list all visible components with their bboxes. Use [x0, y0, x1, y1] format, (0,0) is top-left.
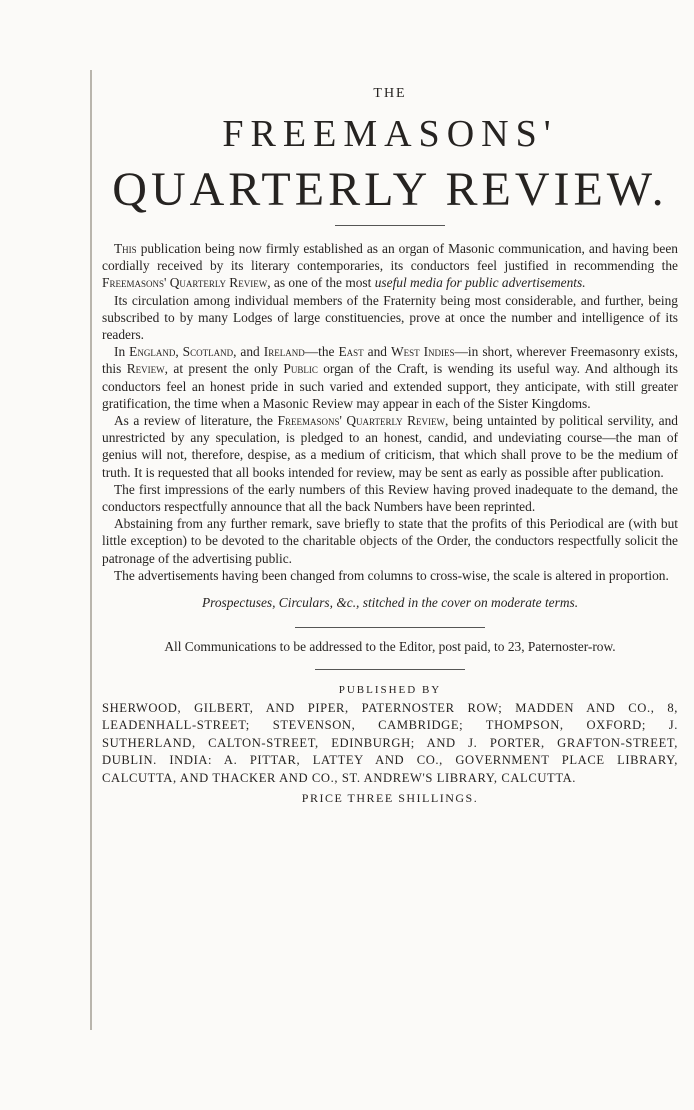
paragraph-1 — [102, 240, 678, 292]
p1-lead: This — [114, 241, 137, 256]
page-edge — [90, 70, 92, 1030]
paragraph-2: Its circulation among individual members of the Fraternity being most considerable, and further, being subscribed to by many Lodges of large constituencies, prove at once the number and intelligence of its readers. — [102, 292, 678, 343]
title-line-1: FREEMASONS' — [222, 113, 558, 155]
published-by-heading: PUBLISHED BY — [338, 684, 442, 697]
paragraph-3 — [102, 343, 678, 412]
p3-dash: —the — [304, 344, 335, 360]
rule-above-publishers — [315, 669, 465, 670]
p1-text: publication being now firmly established as an organ of Masonic communication, and having been cordially received by its literary contemporaries, its conductors feel justified in recommending the — [102, 241, 678, 274]
p3-text3: organ of the Craft, is wending its useful way. And although its conductors feel an honest pride in such varied and extended support, they anticipate, with still greater gratification, the time when a Masonic Review may appear in each of the Sister Kingdoms. — [102, 361, 678, 411]
p4-text1: As a review of literature, the — [114, 413, 273, 429]
paragraph-6: Abstaining from any further remark, save briefly to state that the profits of this Periodical are (with but little exception) to be devoted to the charitable objects of the Order, the conductors respectfully solicit the patronage of the advertising public. — [102, 516, 678, 566]
document-content — [102, 86, 678, 806]
prospectus-note: Prospectuses, Circulars, &c., stitched in the cover on moderate terms. — [201, 595, 579, 611]
paragraph-4 — [102, 412, 678, 481]
p1-review-name: Freemasons' Quarterly Review, — [102, 275, 271, 291]
p3-west: West Indies — [390, 344, 455, 360]
p3-text2: at present the only — [173, 361, 278, 377]
rule-above-communications — [295, 627, 485, 628]
p4-text2: being untainted by political servility, and unrestricted by any speculation, is pledged to an honest, candid, and undeviating course—the man of genius will not, therefore, despise, as a medium of criticism, that which shall prove to be the medium of truth. It is requested that all books intended for review, may be sent as early as possible after publication. — [102, 413, 678, 480]
publishers-list: SHERWOOD, GILBERT, AND PIPER, PATERNOSTER ROW; MADDEN AND CO., 8, LEADENHALL-STREET; STEVENSON, CAMBRIDGE; THOMPSON, OXFORD; J. SUTHERLAND, CALTON-STREET, EDINBURGH; AND J. PORTER, GRAFTON-STREET, DUBLIN. INDIA: A. PITTAR, LATTEY AND CO., GOVERNMENT PLACE LIBRARY, CALCUTTA, AND THACKER AND CO., ST. ANDREW'S LIBRARY, CALCUTTA. — [102, 701, 678, 785]
communications-note: All Communications to be addressed to the Editor, post paid, to 23, Paternoster-row. — [164, 639, 616, 655]
title-line-2: QUARTERLY REVIEW. — [112, 163, 668, 216]
p3-review: Review, — [126, 361, 168, 377]
p4-review-name: Freemasons' Quarterly Review, — [277, 413, 449, 429]
p3-text1: —in short, wherever Freemasonry exists, this — [102, 344, 678, 377]
title-rule — [335, 225, 445, 226]
p3-and2: and — [367, 344, 387, 360]
p3-east: East — [338, 344, 364, 360]
p3-and: and — [240, 344, 260, 360]
title-article: THE — [373, 86, 407, 101]
p1-text2: as one of the most — [273, 275, 372, 291]
p3-public: Public — [283, 361, 318, 377]
paragraph-7: The advertisements having been changed from columns to cross-wise, the scale is altered in proportion. — [114, 567, 669, 583]
p3-england: England, Scotland, — [129, 344, 237, 360]
p3-ireland: Ireland — [263, 344, 305, 360]
price-line: PRICE THREE SHILLINGS. — [301, 791, 479, 806]
p3-in: In — [114, 344, 126, 360]
paragraph-5: The first impressions of the early numbers of this Review having proved inadequate to the demand, the conductors respectfully announce that all the back Numbers have been reprinted. — [102, 481, 678, 515]
p1-italic: useful media for public advertisements. — [374, 275, 586, 291]
